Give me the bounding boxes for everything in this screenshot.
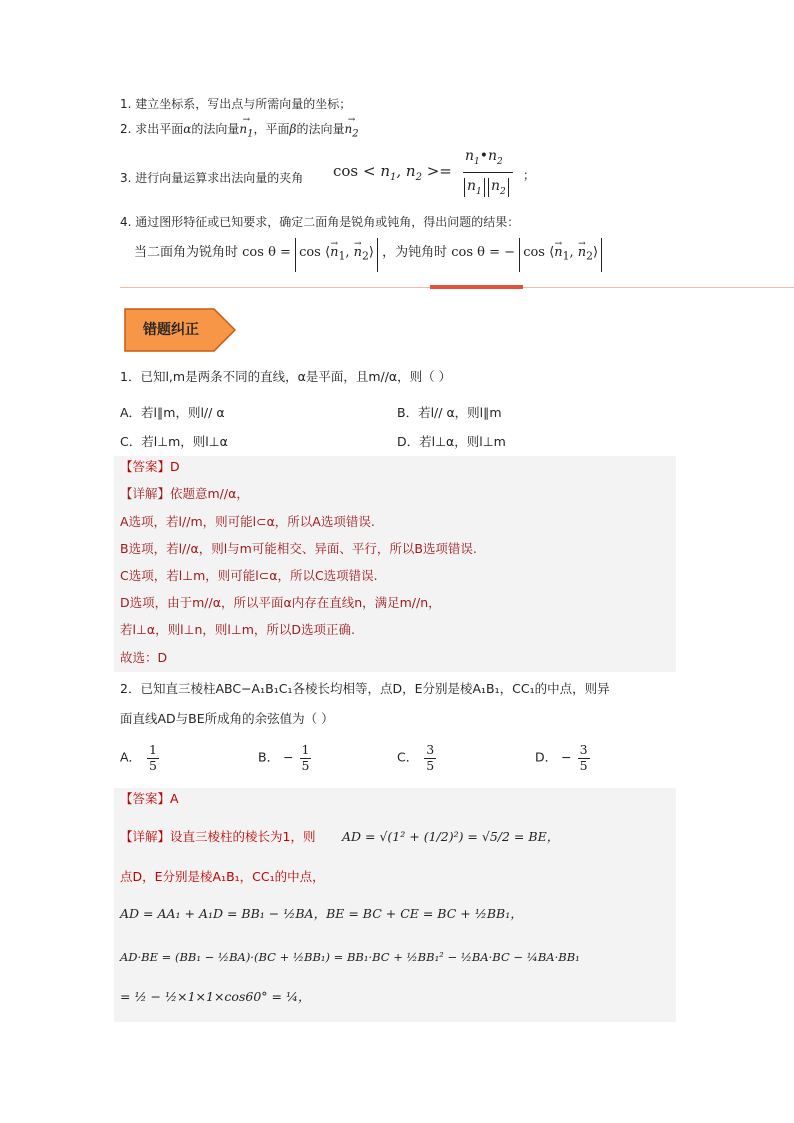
beta-symbol: β xyxy=(289,122,297,136)
cos-angle-formula xyxy=(333,138,536,208)
step-2-part-a: 2. 求出平面 xyxy=(120,122,184,136)
q2-vector-line-2: AD·BE = (BB₁ − ½BA)·(BC + ½BB₁) = BB₁·BC + ½BB₁² − ½BA·BC − ¼BA·BB₁ xyxy=(120,950,580,964)
q2-option-a-label: A． xyxy=(120,749,142,765)
vector-n2: → $n_2$ xyxy=(344,121,358,142)
q1-detail-2: B选项，若l//α，则l与m可能相交、异面、平行，所以B选项错误. xyxy=(120,541,477,556)
q2-stem-line2: 面直线AD与BE所成角的余弦值为（ ） xyxy=(120,711,334,726)
q1-option-a: A．若l∥m，则l// α xyxy=(120,405,225,420)
q2-option-c-label: C． xyxy=(397,749,419,765)
q2-option-d-frac xyxy=(578,744,590,772)
frac-den: $n_1$ xyxy=(464,178,485,197)
q1-detail-4: D选项，由于m//α，所以平面α内存在直线n，满足m//n， xyxy=(120,595,441,610)
cos-theta-2: cos θ = xyxy=(451,245,500,260)
abs-cos-2: cos ⟨→ $n_1$, → $n_2⟩$ xyxy=(519,238,602,272)
step-2-part-c: ，平面 xyxy=(253,122,290,136)
step-2 xyxy=(120,121,359,142)
frac-num: $n_1•n_2$ xyxy=(465,148,503,167)
divider-accent xyxy=(430,285,523,289)
q2-option-c xyxy=(397,744,438,772)
step-1-text: 1. 建立坐标系，写出点与所需向量的坐标； xyxy=(120,97,352,111)
q1-detail-6: 故选：D xyxy=(120,650,168,665)
q1-detail-5: 若l⊥α，则l⊥n，则l⊥m，所以D选项正确. xyxy=(120,622,356,637)
vector-n1: → $n_1$ xyxy=(239,121,253,142)
q2-option-b-frac xyxy=(300,744,312,772)
q2-option-a-num: 1 xyxy=(149,742,157,757)
step-3 xyxy=(120,170,303,186)
q2-option-c-den: 5 xyxy=(426,757,435,773)
q2-detail-formula: AD = √(1² + (1/2)²) = √5/2 = BE， xyxy=(342,829,560,844)
q2-option-b-label: B． xyxy=(258,749,280,765)
cos-theta-1: cos θ = xyxy=(242,245,291,260)
frac-bar xyxy=(463,172,513,173)
q1-option-c: C．若l⊥m，则l⊥α xyxy=(120,434,228,449)
q2-option-d-num: 3 xyxy=(579,742,588,757)
q2-detail-prefix: 【详解】设直三棱柱的棱长为1，则 xyxy=(120,829,316,844)
q2-option-b-num: 1 xyxy=(301,742,310,757)
alpha-symbol: α xyxy=(183,122,192,136)
q1-option-d: D．若l⊥α，则l⊥m xyxy=(397,434,506,449)
angle-bracket-expr: < $n_1$, $n_2$ >= xyxy=(363,162,452,183)
frac-den-2: $n_2$ xyxy=(488,178,509,197)
q1-stem: 1．已知l,m是两条不同的直线，α是平面，且m//α，则（ ） xyxy=(120,369,452,384)
q2-stem-line1: 2．已知直三棱柱ABC−A₁B₁C₁各棱长均相等，点D，E分别是棱A₁B₁，CC₁的中点，则异 xyxy=(120,681,610,696)
step-4 xyxy=(120,214,519,230)
step-4-formula xyxy=(134,237,602,271)
step-2-part-d: 的法向量 xyxy=(296,122,345,136)
q2-answer: 【答案】A xyxy=(120,791,179,806)
acute-prefix: 当二面角为锐角时 xyxy=(134,245,239,260)
q2-midpoint-line: 点D，E分别是棱A₁B₁，CC₁的中点， xyxy=(120,869,325,884)
q2-option-d xyxy=(535,744,592,772)
vector-n2-letter: n xyxy=(344,122,353,136)
q2-answer-panel xyxy=(114,788,676,1022)
q2-option-d-den: 5 xyxy=(579,757,588,773)
q2-option-b-den: 5 xyxy=(301,757,310,773)
q2-option-b-sign: − xyxy=(283,749,294,765)
step-2-part-b: 的法向量 xyxy=(191,122,240,136)
q1-detail-1: A选项，若l//m，则可能l⊂α，所以A选项错误. xyxy=(120,514,375,529)
banner-label: 错题纠正 xyxy=(143,322,199,338)
step-1 xyxy=(120,96,351,112)
q1-detail-3: C选项，若l⊥m，则可能l⊂α，所以C选项错误. xyxy=(120,568,378,583)
step-4-text: 4. 通过图形特征或已知要求，确定二面角是锐角或钝角，得出问题的结果： xyxy=(120,215,520,229)
q1-answer-panel xyxy=(114,456,676,672)
step-3-tail: ； xyxy=(523,168,536,182)
q2-option-a xyxy=(120,744,161,772)
q1-detail-0: 【详解】依题意m//α， xyxy=(120,486,249,501)
q2-option-c-frac xyxy=(424,744,436,772)
obtuse-prefix: ，为钝角时 xyxy=(382,245,448,260)
q2-option-d-sign: − xyxy=(561,749,572,765)
q1-option-b: B．若l// α，则l∥m xyxy=(397,405,502,420)
cos-label-2: cos xyxy=(523,245,545,260)
vector-n1-letter: n xyxy=(239,122,248,136)
q2-option-a-frac xyxy=(147,744,159,772)
cos-label-1: cos xyxy=(299,245,321,260)
q1-answer: 【答案】D xyxy=(120,459,180,474)
q2-option-b xyxy=(258,744,313,772)
abs-cos-1: cos ⟨→ $n_1$, → $n_2⟩$ xyxy=(295,238,378,272)
cos-word: cos xyxy=(333,162,359,180)
q2-vector-line-1: AD = AA₁ + A₁D = BB₁ − ½BA，BE = BC + CE = BC + ½BB₁， xyxy=(120,906,523,921)
q2-vector-line-3: = ½ − ½×1×1×cos60° = ¼， xyxy=(120,989,311,1004)
step-3-part-a: 3. 进行向量运算求出法向量的夹角 xyxy=(120,171,304,185)
q2-option-a-den: 5 xyxy=(149,757,157,773)
q2-option-d-label: D． xyxy=(535,749,558,765)
section-banner xyxy=(124,308,236,352)
q2-option-c-num: 3 xyxy=(426,742,435,757)
minus-sign: − xyxy=(504,245,516,260)
